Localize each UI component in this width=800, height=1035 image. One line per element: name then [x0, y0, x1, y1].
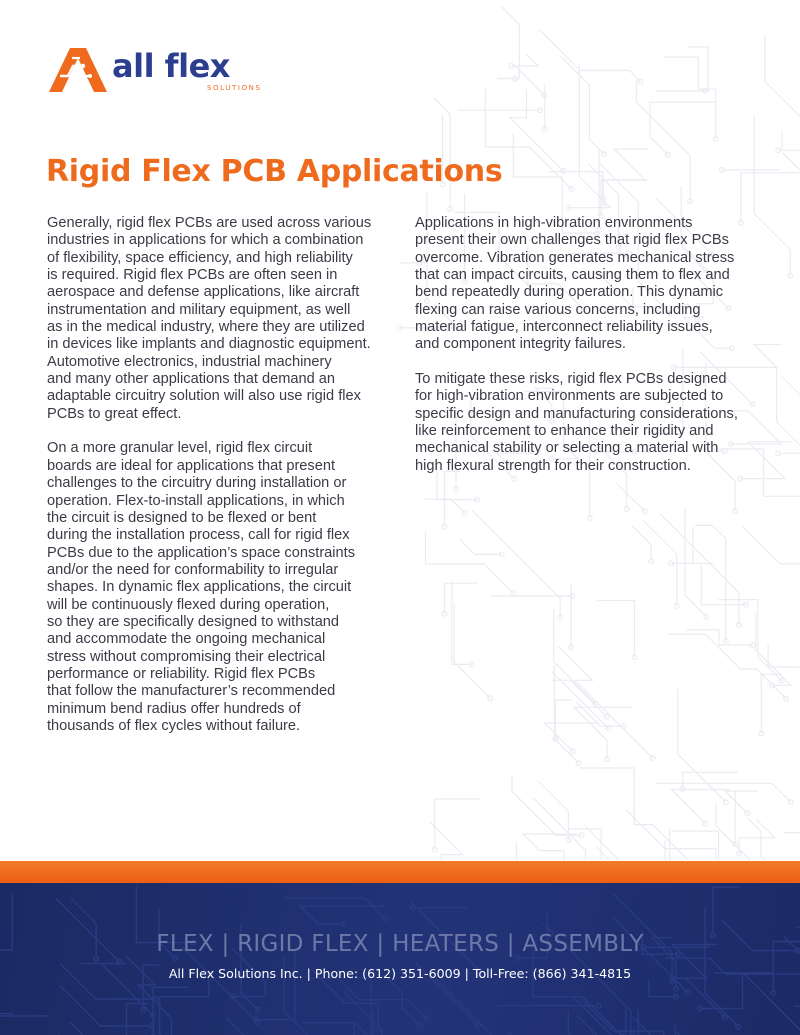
body-paragraph: On a more granular level, rigid flex circuit boards are ideal for applications that present challenges to the circuitry during installation or operation. Flex-to-install applications, in which the circuit is designed to be flexed or bent during the installation process, call for rigid flex PCBs due to the application’s space constraints and/or the need for conformability to irregular shapes. In dynamic flex applications, the circuit will be continuously flexed during operation, so they are specifically designed to withstand and accommodate the ongoing mechanical stress without compromising their electrical performance or reliability. Rigid flex PCBs that follow the manufacturer’s recommended minimum bend radius offer hundreds of thousands of flex cycles without failure. — [47, 440, 356, 734]
circuit-trace — [626, 810, 716, 860]
body-paragraph: Generally, rigid flex PCBs are used across various industries in applications for which a combination of flexibility, space efficiency, and high reliability is required. Rigid flex PCBs are often seen in aerospace and defense applications, like aircraft instrumentation and military equipment, as well as in the medical industry, where they are utilized in devices like implants and diagnostic equipment. Automotive electronics, industrial machinery and many other applications that demand an adaptable circuitry solution will also use rigid flex PCBs to great effect. — [47, 215, 372, 422]
circuit-trace — [0, 1016, 49, 1035]
circuit-trace — [444, 583, 477, 614]
circuit-trace — [300, 906, 384, 924]
circuit-trace — [60, 985, 152, 1026]
circuit-trace — [511, 54, 538, 66]
circuit-trace — [580, 768, 694, 860]
circuit-trace — [777, 368, 800, 453]
circuit-trace — [182, 947, 257, 1022]
circuit-trace — [739, 819, 775, 853]
circuit-trace — [794, 1006, 800, 1035]
circuit-trace — [452, 580, 472, 665]
circuit-trace — [656, 47, 708, 91]
circuit-trace — [741, 153, 800, 223]
circuit-trace — [603, 180, 647, 206]
body-paragraph: To mitigate these risks, rigid flex PCBs designed for high-vibration environments are subjected to specific design and manufacturing considerations, like reinforcement to enhance their rigidity and mechanical stability or selecting a material with high flexural strength for their construction. — [415, 371, 738, 474]
footer — [0, 883, 800, 1035]
circuit-trace — [544, 723, 597, 751]
circuit-trace — [460, 539, 502, 554]
circuit-trace — [675, 1024, 740, 1035]
circuit-trace — [649, 980, 676, 997]
logo-wordmark: all flex — [112, 47, 230, 85]
circuit-trace — [660, 513, 739, 625]
circuit-trace — [577, 1016, 666, 1035]
circuit-trace — [480, 842, 517, 860]
page-title: Rigid Flex PCB Applications — [46, 154, 503, 189]
circuit-trace — [635, 1019, 674, 1035]
circuit-trace — [344, 991, 438, 1035]
circuit-trace — [555, 700, 572, 739]
company-logo — [46, 44, 262, 96]
circuit-trace — [636, 80, 690, 201]
footer-circuit-pattern — [0, 883, 800, 1035]
circuit-trace — [781, 376, 800, 452]
circuit-trace — [742, 972, 800, 1035]
circuit-trace — [472, 510, 560, 617]
circuit-trace — [584, 825, 650, 860]
circuit-trace — [554, 610, 596, 704]
circuit-trace — [716, 804, 800, 860]
circuit-trace — [743, 526, 800, 586]
circuit-trace — [685, 508, 706, 617]
circuit-trace — [435, 799, 480, 850]
footer-accent-bar — [0, 861, 800, 883]
circuit-trace — [256, 950, 295, 1019]
circuit-trace — [713, 887, 739, 935]
logo-subtitle: SOLUTIONS — [207, 84, 262, 92]
circuit-trace — [69, 1022, 117, 1035]
circuit-trace — [678, 689, 726, 802]
circuit-trace — [768, 644, 800, 703]
circuit-trace — [671, 790, 729, 824]
footer-tagline: FLEX | RIGID FLEX | HEATERS | ASSEMBLY — [156, 931, 644, 957]
circuit-trace — [588, 847, 626, 860]
circuit-trace — [549, 172, 603, 199]
circuit-trace — [725, 791, 758, 813]
circuit-pad — [382, 916, 387, 921]
body-paragraph: Applications in high-vibration environments present their own challenges that rigid flex PCBs overcome. Vibration generates mechanical stress that can impact circuits, causing them to flex and bend repeatedly during operation. This dynamic flexing can raise various concerns, including material fatigue, interconnect reliability issues, and component integrity failures. — [415, 215, 735, 353]
circuit-trace — [373, 1011, 471, 1035]
logo-a-icon — [46, 44, 110, 94]
circuit-trace — [302, 1023, 378, 1035]
circuit-trace — [650, 102, 717, 155]
circuit-trace — [89, 1020, 153, 1035]
circuit-trace — [558, 646, 652, 758]
circuit-trace — [512, 774, 582, 835]
circuit-trace — [784, 833, 800, 860]
circuit-trace — [0, 1014, 14, 1035]
circuit-pad — [424, 1016, 429, 1021]
circuit-trace — [285, 898, 385, 919]
circuit-trace — [538, 781, 569, 840]
circuit-trace — [631, 525, 651, 561]
circuit-trace — [533, 951, 622, 1035]
circuit-trace — [686, 630, 753, 645]
circuit-trace — [747, 818, 799, 860]
right-column — [415, 215, 760, 493]
circuit-trace — [540, 30, 641, 82]
circuit-trace — [436, 979, 496, 1035]
circuit-trace — [778, 132, 800, 150]
circuit-trace — [597, 601, 636, 658]
footer-contact: All Flex Solutions Inc. | Phone: (612) 351-6009 | Toll-Free: (866) 341-4815 — [168, 966, 632, 981]
circuit-trace — [341, 978, 420, 1026]
left-column — [47, 215, 392, 753]
circuit-trace — [510, 89, 563, 171]
circuit-trace — [574, 707, 633, 759]
circuit-trace — [671, 527, 714, 563]
circuit-pad — [417, 1023, 422, 1028]
circuit-trace — [695, 525, 726, 640]
circuit-trace — [454, 604, 490, 699]
